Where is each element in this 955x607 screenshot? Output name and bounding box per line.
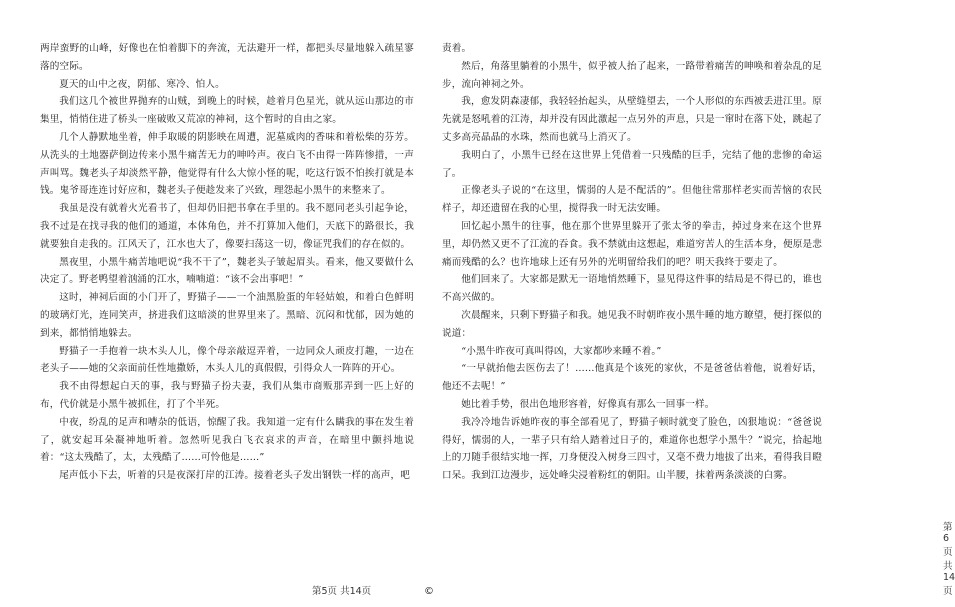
left-paragraph: 野猫子一手抱着一块木头人儿，像个母亲敲逗弄着，一边同众人顽皮打趣，一边在老头子——她的父亲面前任性地撒娇，木头人儿的真假假，引得众人一阵阵的开心。	[40, 345, 414, 375]
copyright-symbol: ©	[424, 586, 434, 597]
left-paragraph: 几个人静默地坐着，伸手取暖的阴影映在周遭，泥墓威肉的香味和着松柴的芬芳。从洗头的土地器萨倒边传来小黑牛痛苦无力的呻吟声。夜白飞不由得一阵阵惨措，一声声叫骂。魏老头子却淡然平静，他觉得有什么大惊小怪的呢，吃这行饭不怕挨打就是本钱。鬼爷哥连连讨好应和，魏老头子便趁发来了兴致，理怨起小黑牛的来整来了。	[40, 131, 414, 197]
left-paragraph: 夏天的山中之夜，阴郁、寒冷、怕人。	[59, 78, 225, 90]
left-paragraph: 我虽是没有就着火光看书了，但却仍旧把书拿在手里的。我不愿同老头引起争论，我不过是在找寻我的他们的通道，本体角色，并不打算加入他们，天底下的路很长，我就要独自走我的。江风天了，江水也大了，像要扫荡这一切，像证咒我们的存在似的。	[40, 203, 414, 250]
left-page-footer: 第5页 共14页	[312, 586, 372, 597]
right-paragraph: 然后，角落里躺着的小黑牛，似乎被人抬了起来，一路带着痛苦的呻唤和着杂乱的足步，流向神祠之外。	[442, 60, 822, 90]
left-paragraph: 尾声低小下去，听着的只是夜深打岸的江涛。接着老头子发出钢铁一样的高声，吧	[59, 470, 410, 482]
right-paragraph: 我明白了，小黑牛已经在这世界上凭借着一只残酷的巨手，完结了他的悲惨的命运了。	[442, 149, 822, 179]
right-paragraph: “一早就抬他去医伤去了！……他真是个该死的家伙，不是爸爸估着他，说着好话，他还不去呢！”	[442, 363, 822, 393]
right-page-text	[442, 40, 822, 485]
right-paragraph: 回忆起小黑牛的往事，他在那个世界里躲开了张太爷的拳击，掉过身来在这个世界里，却仍然又更不了江流的吞食。我不禁就由这想起，难道穷苦人的生活本身，便原是悲痛而残酷的么？也许地球上还有另外的光明留给我们的吧？明天我终于要走了。	[442, 220, 823, 268]
right-paragraph: 责着。	[442, 43, 472, 54]
right-page	[430, 0, 955, 607]
right-paragraph: 正像老头子说的“在这里，懦弱的人是不配活的”。但他往常那样老实而苦恼的农民样子，却还遗留在我的心里，搅得我一时无法安睡。	[442, 185, 822, 215]
right-page-footer: 第6页 共14页	[943, 522, 955, 597]
left-paragraph: 这时，神祠后面的小门开了，野猫子——一个油黑脸蛋的年轻姑娘，和着白色鲜明的玻璃灯光，连同笑声，挤进我们这暗淡的世界里来了。黑暗、沉闷和忧郁，因为她的到来，都悄悄地躲去。	[40, 292, 414, 339]
right-paragraph: 她比着手势，很出色地形容着，好像真有那么一回事一样。	[461, 398, 715, 410]
right-paragraph: 我，愈发阴森凄郁，我轻轻抬起头，从壁缝望去，一个人形似的东西被丢进江里。原先就是怒吼着的江涛，却并没有因此激起一点另外的声息，只是一窜时在落下处，跳起了丈多高亮晶晶的水珠，然而也就马上消灭了。	[442, 96, 823, 143]
right-paragraph: “小黑牛昨夜可真叫得凶，大家都吵来睡不着。”	[461, 345, 662, 357]
right-paragraph: 他们回来了。大家都是默无一语地悄然睡下，显见得这件事的结局是不得已的，谁也不高兴做的。	[442, 274, 822, 304]
left-paragraph: 两岸蛮野的山峰，好像也在怕着脚下的奔流，无法避开一样，都把头尽量地躲入疏星寥落的空际。	[40, 43, 414, 72]
right-paragraph: 我冷冷地告诉她昨夜的事全部看见了，野猫子顿时就变了脸色，凶狠地说：“爸爸说得好，懦弱的人，一辈子只有给人踏着过日子的，难道你也想学小黑牛？”说完，拾起地上的刀随手很结实地一挥，刀身便没入树身三四寸，又毫不费力地拔了出来，看得我目瞪口呆。我到江边漫步，远处峰尖浸着粉红的朝阳。山半腰，抹着两条淡淡的白雾。	[442, 416, 823, 482]
left-page-text	[40, 40, 414, 485]
left-page	[0, 0, 430, 607]
left-paragraph: 我不由得想起白天的事，我与野猫子扮夫妻，我们从集市商贩那弄到一匹上好的布，代价就是小黑牛被抓住，打了个半死。	[40, 381, 414, 410]
left-paragraph: 黑夜里，小黑牛痛苦地吧说“我不干了”，魏老头子皱起眉头。看来，他又要做什么决定了。野老鸭望着汹涌的江水，喃喃道：“该不会出事吧！”	[40, 256, 414, 286]
left-paragraph: 中夜，纷乱的足声和嘈杂的低语，惊醒了我。我知道一定有什么瞒我的事在发生着了，就安起耳朵凝神地听着。忽然听见我白飞衣哀求的声音，在暗里中颤抖地说着：“这太残酷了，太，太残酷了……可怜他是……”	[40, 416, 414, 464]
left-paragraph: 我们这几个被世界抛弃的山贼，到晚上的时候，趁着月色星光，就从远山那边的市集里，悄悄住进了桥头一座破败又荒凉的神祠，这个暂时的自由之家。	[40, 96, 414, 126]
right-paragraph: 次晨醒来，只剩下野猫子和我。她见我不时朝昨夜小黑牛睡的地方瞭望，便打探似的说道：	[442, 309, 822, 339]
